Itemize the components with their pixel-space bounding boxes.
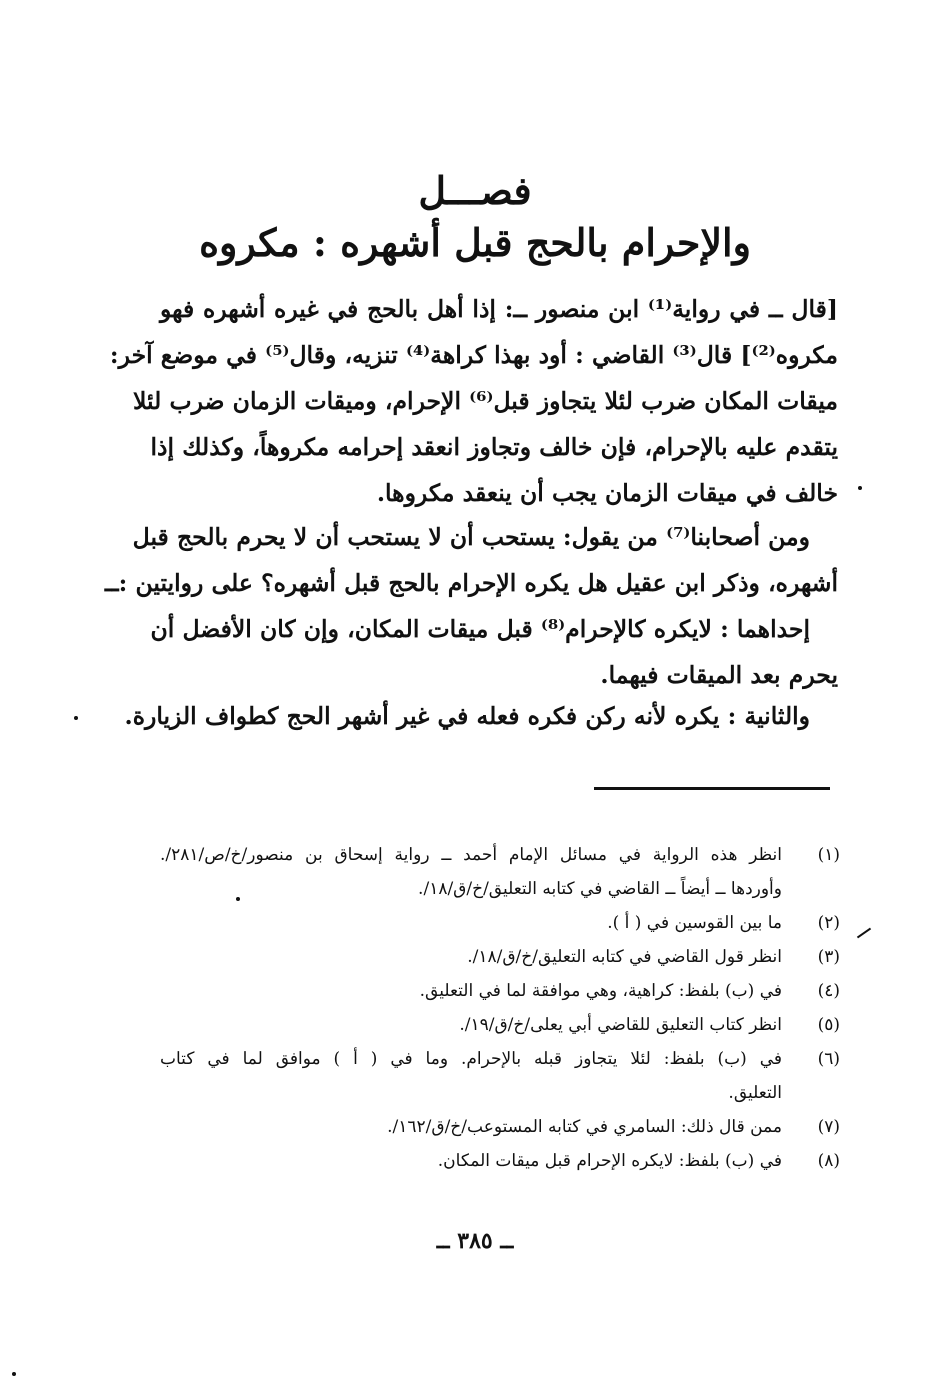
footnote-text: ممن قال ذلك: السامري في كتابه المستوعب/خ/ق/١٦٢/. — [387, 1117, 782, 1137]
text-line: والثانية : يكره لأنه ركن فكره فعله في غير أشهر الحج كطواف الزيارة. — [124, 702, 810, 730]
footnote-1 — [160, 838, 840, 906]
footnote-6 — [160, 1042, 840, 1110]
footnote-number: (٦) — [817, 1049, 840, 1069]
footnotes — [160, 838, 840, 1178]
footnote-3 — [160, 940, 840, 974]
section-heading: فصـــل — [418, 168, 532, 213]
footnote-text: في (ب) بلفظ: لايكره الإحرام قبل ميقات المكان. — [437, 1151, 782, 1171]
footnote-number: (٨) — [817, 1151, 840, 1171]
footnote-text: في (ب) بلفظ: لئلا يتجاوز قبله بالإحرام. وما في ( أ ) موافق لما في كتاب — [160, 1049, 782, 1069]
footnote-text: ما بين القوسين في ( أ ). — [607, 913, 782, 933]
page-number: ــ ٣٨٥ ــ — [436, 1228, 514, 1254]
footnote-5 — [160, 1008, 840, 1042]
scan-speck — [12, 1372, 16, 1376]
footnote-number: (٣) — [817, 947, 840, 967]
footnote-7 — [160, 1110, 840, 1144]
text-line: إحداهما : لايكره كالإحرام⁽⁸⁾ قبل ميقات المكان، وإن كان الأفضل أن — [150, 615, 810, 643]
text-line: يحرم بعد الميقات فيهما. — [600, 661, 838, 689]
footnote-continuation: وأوردها ــ أيضاً ــ القاضي في كتابه التعليق/خ/ق/١٨/. — [418, 879, 782, 899]
text-line: يتقدم عليه بالإحرام، فإن خالف وتجاوز انعقد إحرامه مكروهاً، وكذلك إذا — [150, 433, 838, 461]
scan-mark — [857, 928, 871, 939]
paragraph-3 — [124, 693, 838, 739]
footnote-number: (٢) — [817, 913, 840, 933]
scan-speck — [236, 897, 240, 901]
footnote-number: (٥) — [817, 1015, 840, 1035]
footnote-8 — [160, 1144, 840, 1178]
footnote-text: في (ب) بلفظ: كراهية، وهي موافقة لما في التعليق. — [419, 981, 782, 1001]
scan-speck — [74, 716, 78, 720]
paragraph-2 — [104, 514, 838, 698]
footnote-4 — [160, 974, 840, 1008]
text-line: [قال ــ في رواية⁽¹⁾ ابن منصور ــ: إذا أهل بالحج في غيره أشهره فهو — [160, 295, 838, 323]
text-line: خالف في ميقات الزمان يجب أن ينعقد مكروها. — [376, 479, 838, 507]
footnote-number: (٧) — [817, 1117, 840, 1137]
footnote-number: (١) — [817, 845, 840, 865]
text-line: ميقات المكان ضرب لئلا يتجاوز قبل⁽⁶⁾ الإحرام، وميقات الزمان ضرب لئلا — [133, 387, 838, 415]
footnote-text: انظر هذه الرواية في مسائل الإمام أحمد ــ رواية إسحاق بن منصور/خ/ص/٢٨١/. — [160, 845, 782, 865]
text-line: ومن أصحابنا⁽⁷⁾ من يقول: يستحب أن لا يستحب أن لا يحرم بالحج قبل — [132, 523, 810, 551]
footnote-2 — [160, 906, 840, 940]
footnote-separator — [594, 787, 830, 790]
paragraph-1 — [109, 286, 838, 516]
footnote-number: (٤) — [817, 981, 840, 1001]
section-title: والإحرام بالحج قبل أشهره : مكروه — [199, 220, 751, 265]
footnote-text: انظر قول القاضي في كتابه التعليق/خ/ق/١٨/. — [467, 947, 782, 967]
scan-speck — [858, 486, 862, 490]
text-line: مكروه⁽²⁾] قال⁽³⁾ القاضي : أود بهذا كراهة⁽⁴⁾ تنزيه، وقال⁽⁵⁾ في موضع آخر: — [109, 341, 838, 369]
footnote-text: انظر كتاب التعليق للقاضي أبي يعلى/خ/ق/١٩/. — [459, 1015, 782, 1035]
text-line: أشهره، وذكر ابن عقيل هل يكره الإحرام بالحج قبل أشهره؟ على روايتين :ــ — [104, 569, 838, 597]
footnote-continuation: التعليق. — [728, 1083, 782, 1103]
